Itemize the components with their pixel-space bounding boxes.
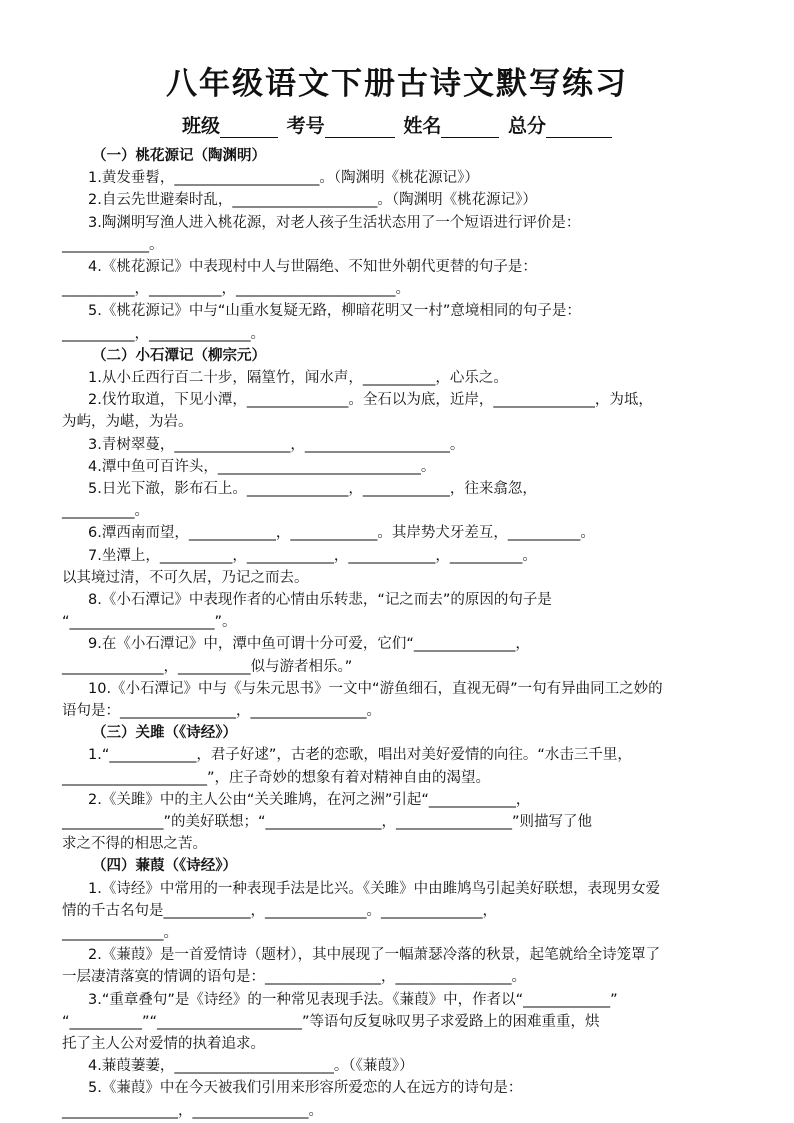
section-heading: （二）小石潭记（柳宗元） (92, 347, 266, 364)
exercise-line: 1.从小丘西行百二十步，隔篁竹，闻水声，__________，心乐之。 (88, 370, 508, 386)
exercise-line: 5.《蒹葭》中在今天被我们引用来形容所爱恋的人在远方的诗句是： (88, 1080, 523, 1097)
exercise-line: 1.《诗经》中常用的一种表现手法是比兴。《关雎》中由雎鸠鸟引起美好联想，表现男女爱 (88, 880, 661, 897)
exercise-line: 4.潭中鱼可百许头，____________________________。 (88, 458, 436, 475)
exercise-line: 1.黄发垂髫，____________________。（陶渊明《桃花源记》） (88, 170, 479, 187)
exercise-line: 6.潭西南而望，____________，____________。其岸势犬牙差互，__________。 (88, 525, 595, 542)
exercise-line: 托了主人公对爱情的执着追求。 (62, 1036, 265, 1052)
exercise-line: __________，__________，______________________。 (62, 281, 410, 298)
exercise-line: 2.《关雎》中的主人公由“关关雎鸠，在河之洲”引起“____________， (88, 791, 531, 808)
student-info-row (0, 111, 794, 138)
exercise-line: “__________”“____________________”等语句反复咏叹男子求爱路上的困难重重，烘 (62, 1013, 600, 1030)
class-field[interactable]: 班级 (182, 111, 278, 138)
section-heading: （四）蒹葭（《诗经》） (92, 858, 237, 875)
exercise-line: ______________。 (62, 925, 178, 941)
exercise-line: 2.自云先世避秦时乱，____________________。（陶渊明《桃花源记》） (88, 192, 537, 209)
exercise-line: ______________，__________似与游者相乐。” (62, 658, 353, 675)
exercise-line: 2.《蒹葭》是一首爱情诗（题材），其中展现了一幅萧瑟冷落的秋景，起笔就给全诗笼罩了 (88, 947, 661, 964)
exercise-line: 为屿，为嵁，为岩。 (62, 414, 193, 431)
exercise-line: 3.陶渊明写渔人进入桃花源，对老人孩子生活状态用了一个短语进行评价是： (88, 214, 581, 231)
exercise-line: 10.《小石潭记》中与《与朱元思书》一文中“游鱼细石，直视无碍”一句有异曲同工之妙的 (88, 680, 663, 697)
exercise-line: 8.《小石潭记》中表现作者的心情由乐转悲，“记之而去”的原因的句子是 (88, 592, 552, 608)
exercise-line: 4.《桃花源记》中表现村中人与世隔绝、不知世外朝代更替的句子是： (88, 259, 537, 275)
exercise-line: ________________，________________。 (62, 1102, 323, 1119)
exercise-line: 情的千古名句是____________，______________。______________， (62, 902, 497, 919)
exercise-line: 4.蒹葭萋萋，______________________。（《蒹葭》） (88, 1058, 414, 1075)
exercise-line: 2.伐竹取道，下见小潭，______________。全石以为底，近岸，______________，为坻， (88, 392, 653, 409)
exam-number-field[interactable]: 考号 (287, 111, 395, 138)
section-heading: （一）桃花源记（陶渊明） (92, 148, 266, 164)
section-heading: （三）关雎（《诗经》） (92, 725, 237, 742)
exercise-line: 3.青树翠蔓，________________，____________________。 (88, 436, 465, 453)
exercise-line: 7.坐潭上，__________，____________，____________，__________。 (88, 547, 537, 564)
exercise-line: 1.“____________，君子好逑”，古老的恋歌，唱出对美好爱情的向往。“水击三千里， (88, 747, 632, 764)
total-score-field[interactable]: 总分 (508, 111, 612, 138)
exercise-line: 5.日光下澈，影布石上。______________，____________，往来翕忽， (88, 481, 537, 497)
exercise-line: ____________________”，庄子奇妙的想象有着对精神自由的渴望。 (62, 769, 491, 786)
exercise-line: 3.“重章叠句”是《诗经》的一种常见表现手法。《蒹葭》中，作者以“____________” (88, 991, 618, 1008)
exercise-line: 5.《桃花源记》中与“山重水复疑无路，柳暗花明又一村”意境相同的句子是： (88, 303, 581, 320)
exercise-line: __________。 (62, 503, 149, 520)
exercise-line: 语句是：________________，________________。 (62, 703, 381, 719)
exercise-line: 一层凄清落寞的情调的语句是：________________，________________。 (62, 969, 526, 986)
exercise-line: __________，______________。 (62, 325, 265, 342)
exercise-line: ______________”的美好联想；“________________，________________”则描写了他 (62, 814, 593, 830)
exercise-line: ____________。 (62, 236, 164, 253)
exercise-line: “____________________”。 (62, 614, 237, 631)
exercise-line: 9.在《小石潭记》中，潭中鱼可谓十分可爱，它们“______________， (88, 636, 530, 653)
exercise-line: 以其境过清，不可久居，乃记之而去。 (62, 569, 309, 586)
page-title: 八年级语文下册古诗文默写练习 (166, 66, 628, 102)
exercise-line: 求之不得的相思之苦。 (62, 836, 207, 853)
name-field[interactable]: 姓名 (403, 111, 499, 138)
